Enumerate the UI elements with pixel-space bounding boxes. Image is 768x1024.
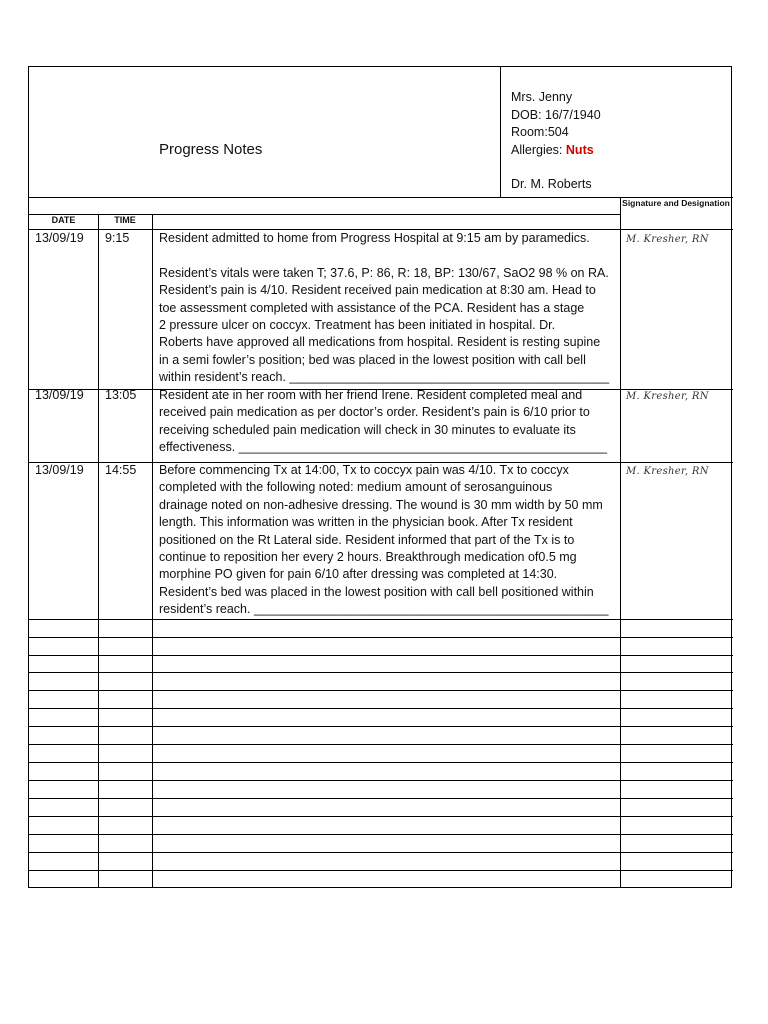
blank-row-line — [29, 637, 733, 638]
blank-row-line — [29, 762, 733, 763]
time-column-divider — [152, 214, 153, 888]
blank-row-line — [29, 690, 733, 691]
entry-date: 13/09/19 — [35, 388, 84, 402]
entry-notes: Before commencing Tx at 14:00, Tx to coccyx pain was 4/10. Tx to coccyx completed with the following noted: medium amount of serosanguinous drainage noted on non-adhesive dressing. The wound is 30 mm width by 50 mm length. This information was written in the physician book. After Tx resident positioned on the Rt Lateral side. Resident informed that part of the Tx is to continue to reposition her every 2 hours. Breakthrough medication of0.5 mg morphine PO given for pain 6/10 after dressing was completed at 14:30. Resident’s bed was placed in the lowest position with call bell positioned within resident’s reach. ___________________________________________________ — [159, 463, 609, 617]
entry-signature: M. Kresher, RN — [626, 234, 709, 245]
allergies-label: Allergies: — [511, 142, 563, 157]
blank-row-line — [29, 780, 733, 781]
header-title-box — [29, 67, 501, 197]
entry-time: 14:55 — [105, 463, 137, 477]
entry-date: 13/09/19 — [35, 463, 84, 477]
blank-row-line — [29, 708, 733, 709]
blank-row-line — [29, 726, 733, 727]
date-column-divider — [98, 214, 99, 888]
patient-dob: DOB: 16/7/1940 — [511, 107, 601, 122]
entry-3-divider — [29, 619, 733, 620]
date-column-header: DATE — [51, 215, 76, 225]
blank-row-line — [29, 798, 733, 799]
entry-notes: Resident ate in her room with her friend Irene. Resident completed meal and received pain medication as per doctor’s order. Resident’s pain is 6/10 prior to receiving scheduled pain medication will check in 30 minutes to evaluate its effectiveness. _____________________________________________________ — [159, 388, 608, 455]
blank-row-line — [29, 655, 733, 656]
blank-row-line — [29, 816, 733, 817]
time-column-header: TIME — [114, 215, 136, 225]
entry-date: 13/09/19 — [35, 231, 84, 245]
patient-doctor: Dr. M. Roberts — [511, 177, 592, 191]
patient-name: Mrs. Jenny — [511, 90, 573, 104]
allergies-value: Nuts — [565, 142, 594, 157]
patient-info — [511, 89, 601, 194]
entry-signature: M. Kresher, RN — [626, 391, 709, 402]
entry-notes: Resident admitted to home from Progress Hospital at 9:15 am by paramedics. Resident’s vitals were taken T; 37.6, P: 86, R: 18, BP: 130/67, SaO2 98 % on RA. Resident’s pain is 4/10. Resident received pain medication at 8:30 am. Head to toe assessment completed with assistance of the PCA. Resident has a stage 2 pressure ulcer on coccyx. Treatment has been initiated in hospital. Dr. Roberts have approved all medications from hospital. Resident is resting supine in a semi fowler’s position; bed was placed in the lowest position with call bell within resident’s reach. ______________________________________________ — [159, 231, 610, 385]
entry-signature: M. Kresher, RN — [626, 466, 709, 477]
notes-column-divider — [620, 197, 621, 888]
blank-row-line — [29, 834, 733, 835]
patient-allergies — [511, 142, 601, 160]
blank-row-line — [29, 672, 733, 673]
signature-column-header: Signature and Designation — [622, 198, 730, 208]
entry-time: 13:05 — [105, 388, 137, 402]
progress-notes-form — [28, 66, 732, 888]
entry-time: 9:15 — [105, 231, 130, 245]
page-title: Progress Notes — [159, 141, 263, 158]
blank-row-line — [29, 870, 733, 871]
blank-row-line — [29, 744, 733, 745]
blank-row-line — [29, 852, 733, 853]
patient-room: Room:504 — [511, 125, 569, 139]
